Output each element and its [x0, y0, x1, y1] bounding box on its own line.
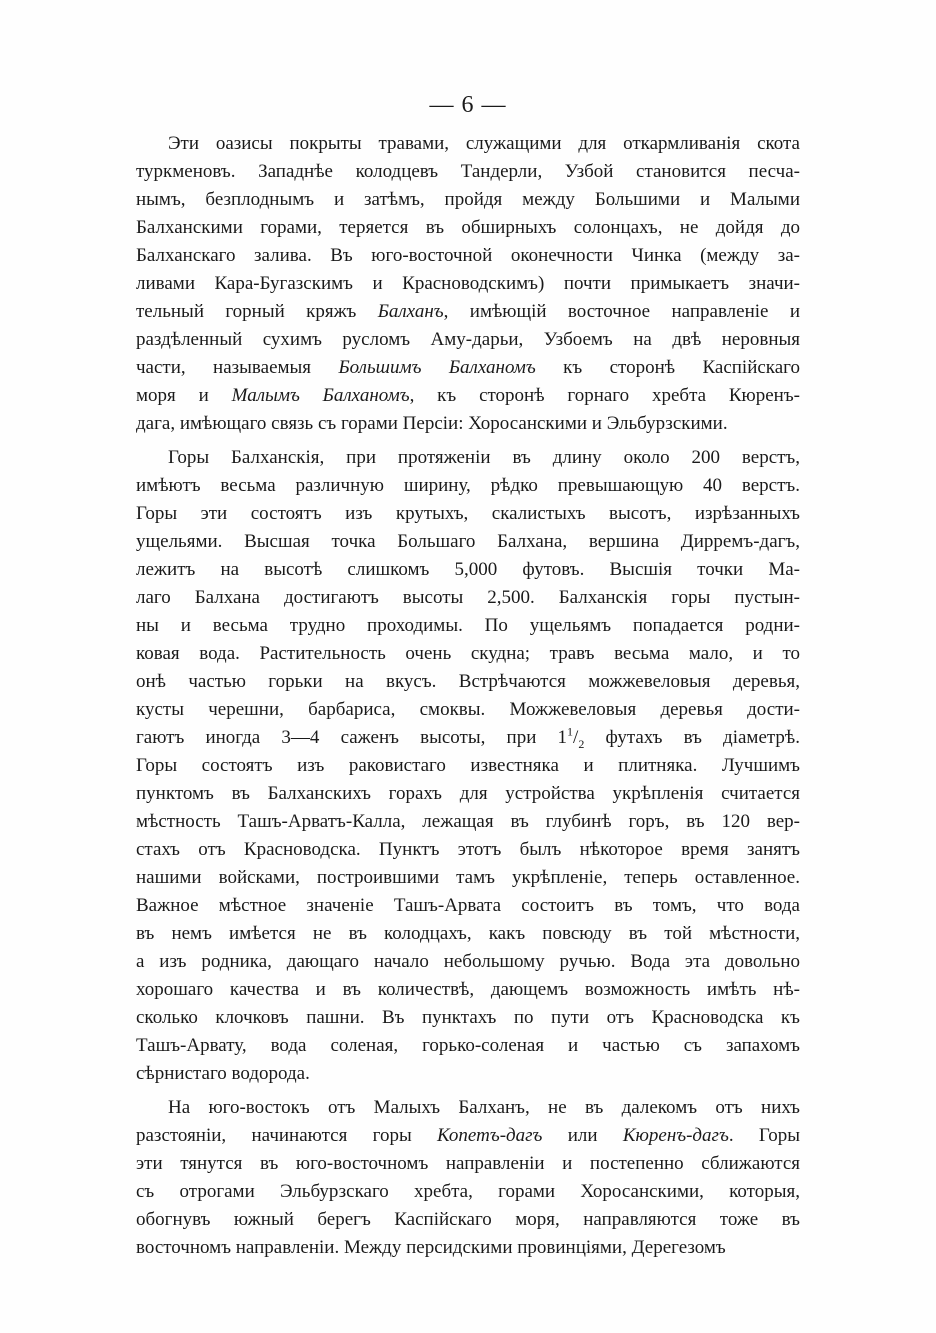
text-segment: мѣстность Ташъ-Арватъ-Калла, лежащая въ глубинѣ горъ, въ 120 вер- — [136, 811, 800, 832]
text-segment: Горы состоятъ изъ раковистаго известняка и плитняка. Лучшимъ — [136, 755, 800, 776]
text-segment: эти тянутся въ юго-восточномъ направленіи и постепенно сближаются — [136, 1153, 800, 1174]
text-line — [136, 1122, 800, 1150]
text-segment: стахъ отъ Красноводска. Пунктъ этотъ былъ нѣкоторое время занятъ — [136, 839, 800, 860]
text-line — [136, 354, 800, 382]
emphasized-text: Кюренъ-дагъ — [622, 1125, 729, 1146]
text-segment: съ отрогами Эльбурзскаго хребта, горами Хоросанскими, которыя, — [136, 1181, 800, 1202]
text-segment: ковая вода. Растительность очень скудна; травъ весьма мало, и то — [136, 643, 800, 664]
text-line — [136, 752, 800, 780]
text-segment: 1 — [567, 724, 574, 739]
text-segment: , къ сторонѣ горнаго хребта Кюренъ- — [409, 385, 801, 406]
text-segment: ущельями. Высшая точка Большаго Балхана, вершина Дирремъ-дагъ, — [136, 531, 800, 552]
text-line — [136, 584, 800, 612]
text-line — [136, 242, 800, 270]
text-line — [136, 1150, 800, 1178]
text-line — [136, 270, 800, 298]
text-line — [136, 612, 800, 640]
emphasized-text: Большимъ Балханомъ — [338, 357, 536, 378]
text-segment: Балханскими горами, теряется въ обширныхъ солонцахъ, не дойдя до — [136, 217, 800, 238]
emphasized-text: Малымъ Балханомъ — [231, 385, 410, 406]
text-segment: гаютъ иногда 3—4 саженъ высоты, при 1 — [136, 727, 568, 748]
text-line — [136, 410, 800, 438]
paragraph — [136, 444, 800, 1088]
text-line — [136, 326, 800, 354]
text-line — [136, 556, 800, 584]
text-line — [136, 444, 800, 472]
text-segment: обогнувъ южный берегъ Каспійскаго моря, направляются тоже въ — [136, 1209, 800, 1230]
text-segment: туркменовъ. Западнѣе колодцевъ Тандерли, Узбой становится песча- — [136, 161, 800, 182]
text-segment: къ сторонѣ Каспійскаго — [535, 357, 800, 378]
text-segment: раздѣленный сухимъ русломъ Аму-дарьи, Узбоемъ на двѣ неровныя — [136, 329, 800, 350]
emphasized-text: Балханъ — [377, 301, 444, 322]
text-segment: лежитъ на высотѣ слишкомъ 5,000 футовъ. Высшія точки Ма- — [136, 559, 800, 580]
text-line — [136, 1206, 800, 1234]
text-segment: хорошаго качества и въ количествѣ, дающемъ возможность имѣть нѣ- — [136, 979, 800, 1000]
text-line — [136, 864, 800, 892]
text-segment: нашими войсками, построившими тамъ укрѣпленіе, теперь оставленное. — [136, 867, 800, 888]
text-line — [136, 1032, 800, 1060]
text-segment: Горы Балханскія, при протяженіи въ длину около 200 верстъ, — [168, 447, 800, 468]
text-line — [136, 1004, 800, 1032]
text-line — [136, 808, 800, 836]
text-line — [136, 214, 800, 242]
emphasized-text: Копетъ-дагъ — [437, 1125, 543, 1146]
text-line — [136, 472, 800, 500]
text-segment: моря и — [136, 385, 232, 406]
text-segment: нымъ, безплоднымъ и затѣмъ, пройдя между Большими и Малыми — [136, 189, 800, 210]
text-segment: сколько клочковъ пашни. Въ пунктахъ по пути отъ Красноводска къ — [136, 1007, 800, 1028]
text-segment: имѣютъ весьма различную ширину, рѣдко превышающую 40 верстъ. — [136, 475, 800, 496]
text-line — [136, 696, 800, 724]
paragraph — [136, 130, 800, 438]
text-segment: кусты черешни, барбариса, смоквы. Можжевеловыя деревья дости- — [136, 699, 800, 720]
text-segment: онѣ частью горьки на вкусъ. Встрѣчаются можжевеловыя деревья, — [136, 671, 800, 692]
text-segment: . Горы — [728, 1125, 800, 1146]
text-segment: 2 — [578, 736, 585, 751]
text-line — [136, 668, 800, 696]
text-line — [136, 130, 800, 158]
text-segment: / — [573, 727, 579, 748]
page-number: — 6 — — [429, 92, 507, 118]
text-segment: ны и весьма трудно проходимы. По ущельямъ попадается родни- — [136, 615, 800, 636]
text-line — [136, 1234, 800, 1262]
text-segment: сѣрнистаго водорода. — [136, 1063, 310, 1084]
text-line — [136, 976, 800, 1004]
text-segment: восточномъ направленіи. Между персидскими провинціями, Дерегезомъ — [136, 1237, 726, 1258]
text-segment: тельный горный кряжъ — [136, 301, 378, 322]
text-line — [136, 780, 800, 808]
paragraph — [136, 1094, 800, 1262]
text-segment: части, называемыя — [136, 357, 339, 378]
text-segment: На юго-востокъ отъ Малыхъ Балханъ, не въ далекомъ отъ нихъ — [168, 1097, 800, 1118]
text-segment: въ немъ имѣется не въ колодцахъ, какъ повсюду въ той мѣстности, — [136, 923, 800, 944]
text-line — [136, 892, 800, 920]
text-line — [136, 640, 800, 668]
text-line — [136, 528, 800, 556]
text-line — [136, 724, 800, 752]
text-segment: лаго Балхана достигаютъ высоты 2,500. Балханскія горы пустын- — [136, 587, 800, 608]
text-segment: или — [542, 1125, 623, 1146]
text-line — [136, 298, 800, 326]
text-line — [136, 1094, 800, 1122]
text-segment: Важное мѣстное значеніе Ташъ-Арвата состоитъ въ томъ, что вода — [136, 895, 800, 916]
text-segment: пунктомъ въ Балханскихъ горахъ для устройства укрѣпленія считается — [136, 783, 800, 804]
text-segment: футахъ въ діаметрѣ. — [584, 727, 800, 748]
text-line — [136, 836, 800, 864]
text-line — [136, 186, 800, 214]
text-segment: а изъ родника, дающаго начало небольшому ручью. Вода эта довольно — [136, 951, 800, 972]
text-line — [136, 500, 800, 528]
text-segment: разстояніи, начинаются горы — [136, 1125, 438, 1146]
text-segment: Балханскаго залива. Въ юго-восточной оконечности Чинка (между за- — [136, 245, 800, 266]
text-line — [136, 1060, 800, 1088]
text-segment: , имѣющій восточное направленіе и — [443, 301, 800, 322]
text-line — [136, 920, 800, 948]
text-segment: Эти оазисы покрыты травами, служащими для откармливанія скота — [168, 133, 800, 154]
text-line — [136, 948, 800, 976]
text-segment: Ташъ-Арвату, вода соленая, горько-соленая и частью съ запахомъ — [136, 1035, 800, 1056]
text-line — [136, 158, 800, 186]
text-segment: дага, имѣющаго связь съ горами Персіи: Хоросанскими и Эльбурзскими. — [136, 413, 728, 434]
text-line — [136, 382, 800, 410]
text-segment: ливами Кара-Бугазскимъ и Красноводскимъ) почти примыкаетъ значи- — [136, 273, 800, 294]
text-segment: Горы эти состоятъ изъ крутыхъ, скалистыхъ высотъ, изрѣзанныхъ — [136, 503, 800, 524]
text-line — [136, 1178, 800, 1206]
body-text — [136, 130, 800, 1268]
